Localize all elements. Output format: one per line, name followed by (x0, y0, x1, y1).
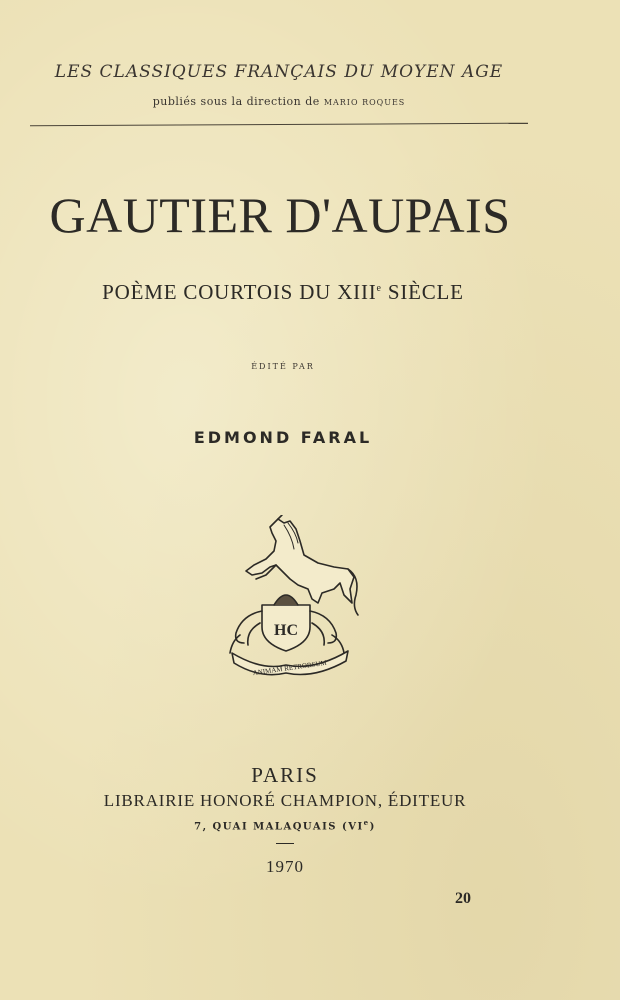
editor-name: EDMOND FARAL (193, 428, 373, 447)
imprint-address (0, 818, 570, 832)
direction-prefix: publiés sous la direction de (152, 95, 324, 108)
address-superscript: e (363, 818, 370, 827)
director-name: MARIO ROQUES (323, 98, 406, 107)
year-rule (276, 843, 294, 844)
horse-crest-icon (222, 515, 362, 680)
address-end: ) (369, 821, 376, 833)
imprint-city: PARIS (251, 763, 319, 787)
edited-by-label: ÉDITÉ PAR (251, 362, 315, 371)
volume-number: 20 (455, 890, 471, 907)
series-title: LES CLASSIQUES FRANÇAIS DU MOYEN AGE (54, 62, 504, 82)
series-direction (30, 95, 528, 108)
address-main: 7, QUAI MALAQUAIS (VI (194, 821, 364, 833)
book-title: GAUTIER D'AUPAIS (49, 187, 511, 243)
book-subtitle (0, 280, 566, 305)
subtitle-end: SIÈCLE (381, 280, 464, 304)
crest-motto: ANIMAM RETRORSUM (252, 658, 328, 678)
subtitle-superscript: e (376, 283, 382, 294)
crest-monogram: HC (274, 622, 298, 639)
subtitle-main: POÈME COURTOIS DU XIII (102, 280, 377, 304)
imprint-year: 1970 (266, 857, 304, 876)
header-rule (30, 123, 528, 127)
imprint-publisher: LIBRAIRIE HONORÉ CHAMPION, ÉDITEUR (103, 791, 467, 810)
